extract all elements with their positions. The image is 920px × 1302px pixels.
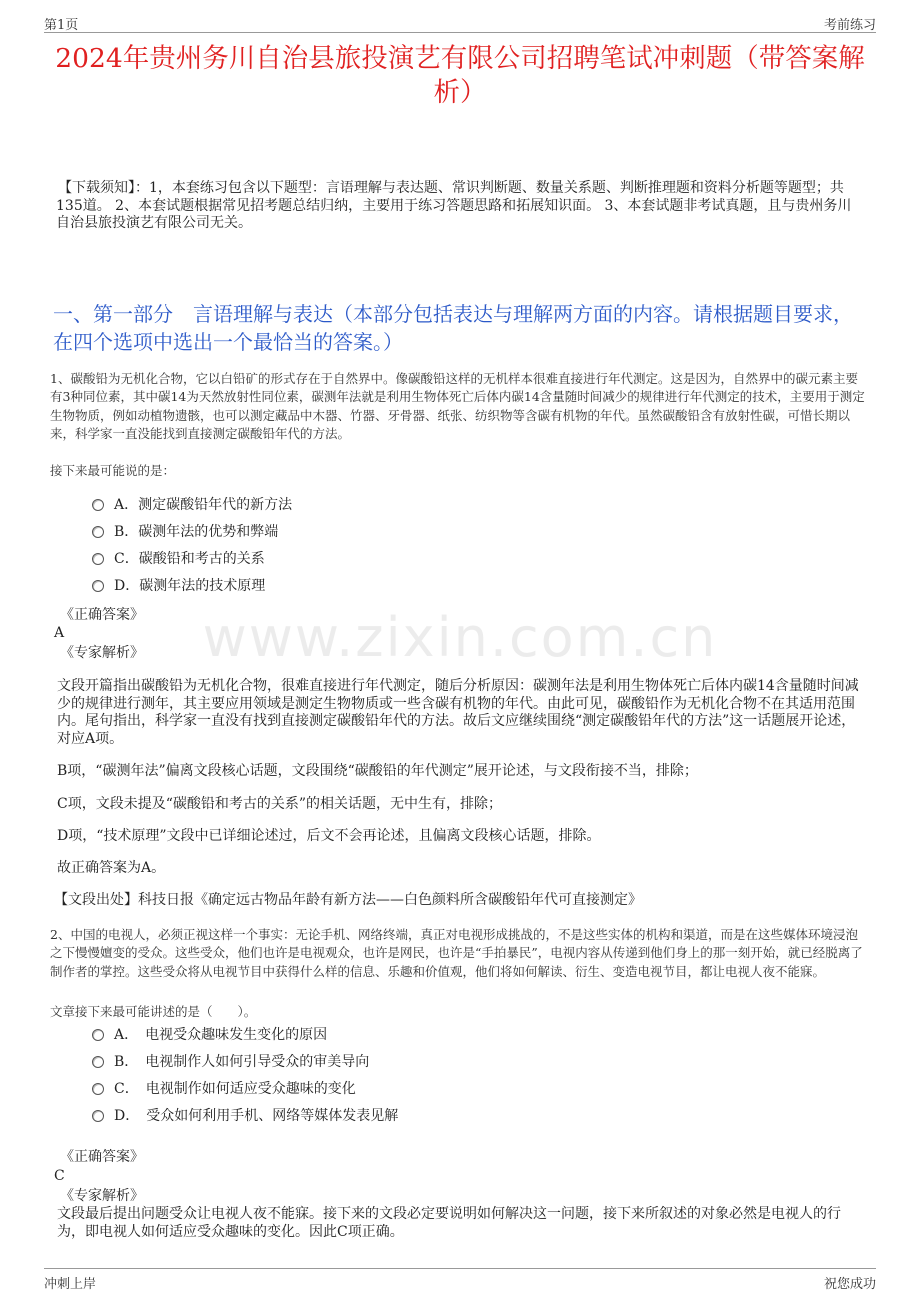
q2-option-c[interactable]: C． 电视制作如何适应受众趣味的变化	[92, 1080, 356, 1098]
q1-analysis-paragraph: 故正确答案为A。	[57, 860, 166, 876]
page-header	[44, 12, 876, 33]
section-title: 一、第一部分 言语理解与表达（本部分包括表达与理解两方面的内容。请根据题目要求，在四个选项中选出一个最恰当的答案。）	[53, 302, 853, 354]
q2-answer: C	[54, 1168, 65, 1184]
q1-option-d[interactable]: D．碳测年法的技术原理	[92, 577, 265, 595]
q1-answer: A	[54, 625, 65, 641]
radio-icon[interactable]	[92, 499, 104, 511]
q1-option-a[interactable]: A．测定碳酸铅年代的新方法	[92, 496, 292, 514]
question-1-prompt: 接下来最可能说的是：	[50, 463, 176, 478]
question-2-text: 2、中国的电视人，必须正视这样一个事实：无论手机、网络终端，真正对电视形成挑战的，不是这些实体的机构和渠道，而是在这些媒体环境浸泡之下慢慢嬗变的受众。这些受众，他们也许是电视观众，也许是网民，也许是“手拍暴民”，电视内容从传递到他们身上的那一刻开始，就已经脱离了制作者的掌控。这些受众将从电视节目中获得什么样的信息、乐趣和价值观，他们将如何解读、衍生、变造电视节目，都让电视人夜不能寐。	[50, 927, 863, 979]
page-footer	[44, 1268, 876, 1291]
page-number: 第1页	[44, 18, 79, 33]
radio-icon[interactable]	[92, 1110, 104, 1122]
page-title: 2024年贵州务川自治县旅投演艺有限公司招聘笔试冲刺题（带答案解析）	[55, 43, 865, 108]
footer-left: 冲刺上岸	[44, 1277, 97, 1292]
q2-answer-label: 《正确答案》	[60, 1149, 144, 1165]
q1-source: 【文段出处】科技日报《确定远古物品年龄有新方法——白色颜料所含碳酸铅年代可直接测定》	[54, 892, 642, 908]
radio-icon[interactable]	[92, 1083, 104, 1095]
q1-analysis-paragraph: B项，“碳测年法”偏离文段核心话题，文段围绕“碳酸铅的年代测定”展开论述，与文段衔接不当，排除；	[57, 763, 698, 779]
watermark: www.zixin.com.cn	[202, 606, 718, 669]
q1-analysis-label: 《专家解析》	[60, 645, 144, 661]
q1-option-c[interactable]: C．碳酸铅和考古的关系	[92, 550, 265, 568]
question-1-text: 1、碳酸铅为无机化合物，它以白铅矿的形式存在于自然界中。像碳酸铅这样的无机样本很难直接进行年代测定。这是因为，自然界中的碳元素主要有3种同位素，其中碳14为天然放射性同位素，碳测年法就是利用生物体死亡后体内碳14含量随时间减少的规律进行年代测定的技术，主要用于测定生物物质，例如动植物遗骸，也可以测定藏品中木器、竹器、牙骨器、纸张、纺织物等含碳有机物的年代。虽然碳酸铅含有放射性碳，可惜长期以来，科学家一直没能找到直接测定碳酸铅年代的方法。	[50, 371, 865, 441]
radio-icon[interactable]	[92, 553, 104, 565]
q2-option-d[interactable]: D． 受众如何利用手机、网络等媒体发表见解	[92, 1107, 398, 1125]
q2-option-a[interactable]: A． 电视受众趣味发生变化的原因	[92, 1026, 327, 1044]
question-2-prompt: 文章接下来最可能讲述的是（ ）。	[50, 1004, 257, 1019]
header-tag: 考前练习	[823, 18, 876, 33]
q2-analysis: 文段最后提出问题受众让电视人夜不能寐。接下来的文段必定要说明如何解决这一问题，接下来所叙述的对象必然是电视人的行为，即电视人如何适应受众趣味的变化。因此C项正确。	[57, 1206, 841, 1240]
q2-analysis-label: 《专家解析》	[60, 1188, 144, 1204]
radio-icon[interactable]	[92, 580, 104, 592]
download-notice: 【下载须知】：1，本套练习包含以下题型：言语理解与表达题、常识判断题、数量关系题、判断推理题和资料分析题等题型；共135道。 2、本套试题根据常见招考题总结归纳，主要用于练习答题思路和拓展知识面。 3、本套试题非考试真题，且与贵州务川自治县旅投演艺有限公司无关。	[56, 180, 852, 231]
q1-answer-label: 《正确答案》	[60, 607, 144, 623]
q1-option-b[interactable]: B．碳测年法的优势和弊端	[92, 523, 278, 541]
radio-icon[interactable]	[92, 1029, 104, 1041]
footer-right: 祝您成功	[823, 1277, 876, 1292]
radio-icon[interactable]	[92, 526, 104, 538]
q2-option-b[interactable]: B． 电视制作人如何引导受众的审美导向	[92, 1053, 369, 1071]
q1-analysis-paragraph: 文段开篇指出碳酸铅为无机化合物，很难直接进行年代测定，随后分析原因：碳测年法是利用生物体死亡后体内碳14含量随时间减少的规律进行测年，其主要应用领域是测定生物物质或一些含碳有机物的年代。由此可见，碳酸铅作为无机化合物不在其适用范围内。尾句指出，科学家一直没有找到直接测定碳酸铅年代的方法。故后文应继续围绕“测定碳酸铅年代的方法”这一话题展开论述，对应A项。	[57, 678, 859, 747]
radio-icon[interactable]	[92, 1056, 104, 1068]
q1-analysis-paragraph: D项，“技术原理”文段中已详细论述过，后文不会再论述，且偏离文段核心话题，排除。	[57, 828, 601, 844]
q1-analysis-paragraph: C项，文段未提及“碳酸铅和考古的关系”的相关话题，无中生有，排除；	[57, 796, 503, 812]
